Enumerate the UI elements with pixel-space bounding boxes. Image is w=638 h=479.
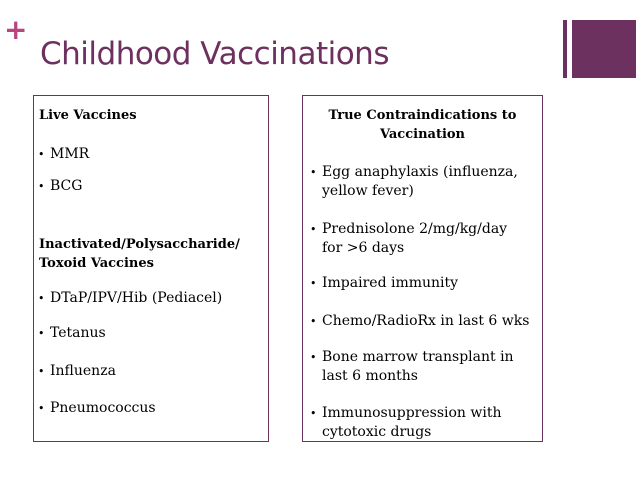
list-item: • Impaired immunity: [310, 275, 459, 291]
list-item: • Prednisolone 2/mg/kg/day for >6 days: [310, 221, 508, 256]
live-vaccines-box: [33, 95, 269, 442]
plus-icon: +: [4, 13, 28, 46]
list-item: • Chemo/RadioRx in last 6 wks: [310, 313, 530, 329]
list-item: • Egg anaphylaxis (influenza, yellow fever): [310, 164, 518, 199]
list-item: • Pneumococcus: [38, 400, 156, 416]
contraindications-box: [302, 95, 543, 442]
bullet-icon: •: [310, 315, 317, 328]
list-item: • BCG: [38, 178, 83, 194]
bullet-icon: •: [310, 166, 317, 179]
bullet-icon: •: [310, 351, 317, 364]
accent-bar-thick: [572, 20, 636, 78]
live-vaccines-heading: Live Vaccines: [39, 108, 137, 123]
bullet-icon: •: [38, 148, 45, 161]
list-item: • MMR: [38, 146, 90, 162]
bullet-icon: •: [38, 402, 45, 415]
bullet-icon: •: [38, 327, 45, 340]
list-item: • Bone marrow transplant in last 6 months: [310, 349, 514, 384]
bullet-icon: •: [38, 180, 45, 193]
accent-bar-thin: [563, 20, 567, 78]
bullet-icon: •: [38, 365, 45, 378]
bullet-icon: •: [310, 407, 317, 420]
bullet-icon: •: [38, 292, 45, 305]
list-item: • Influenza: [38, 363, 116, 379]
list-item: • Immunosuppression with cytotoxic drugs: [310, 405, 502, 440]
contraindications-heading: True Contraindications to Vaccination: [328, 108, 517, 142]
inactivated-vaccines-heading: Inactivated/Polysaccharide/ Toxoid Vaccines: [39, 237, 240, 271]
slide-title: Childhood Vaccinations: [40, 36, 389, 72]
bullet-icon: •: [310, 277, 317, 290]
bullet-icon: •: [310, 223, 317, 236]
list-item: • DTaP/IPV/Hib (Pediacel): [38, 290, 223, 306]
list-item: • Tetanus: [38, 325, 106, 341]
